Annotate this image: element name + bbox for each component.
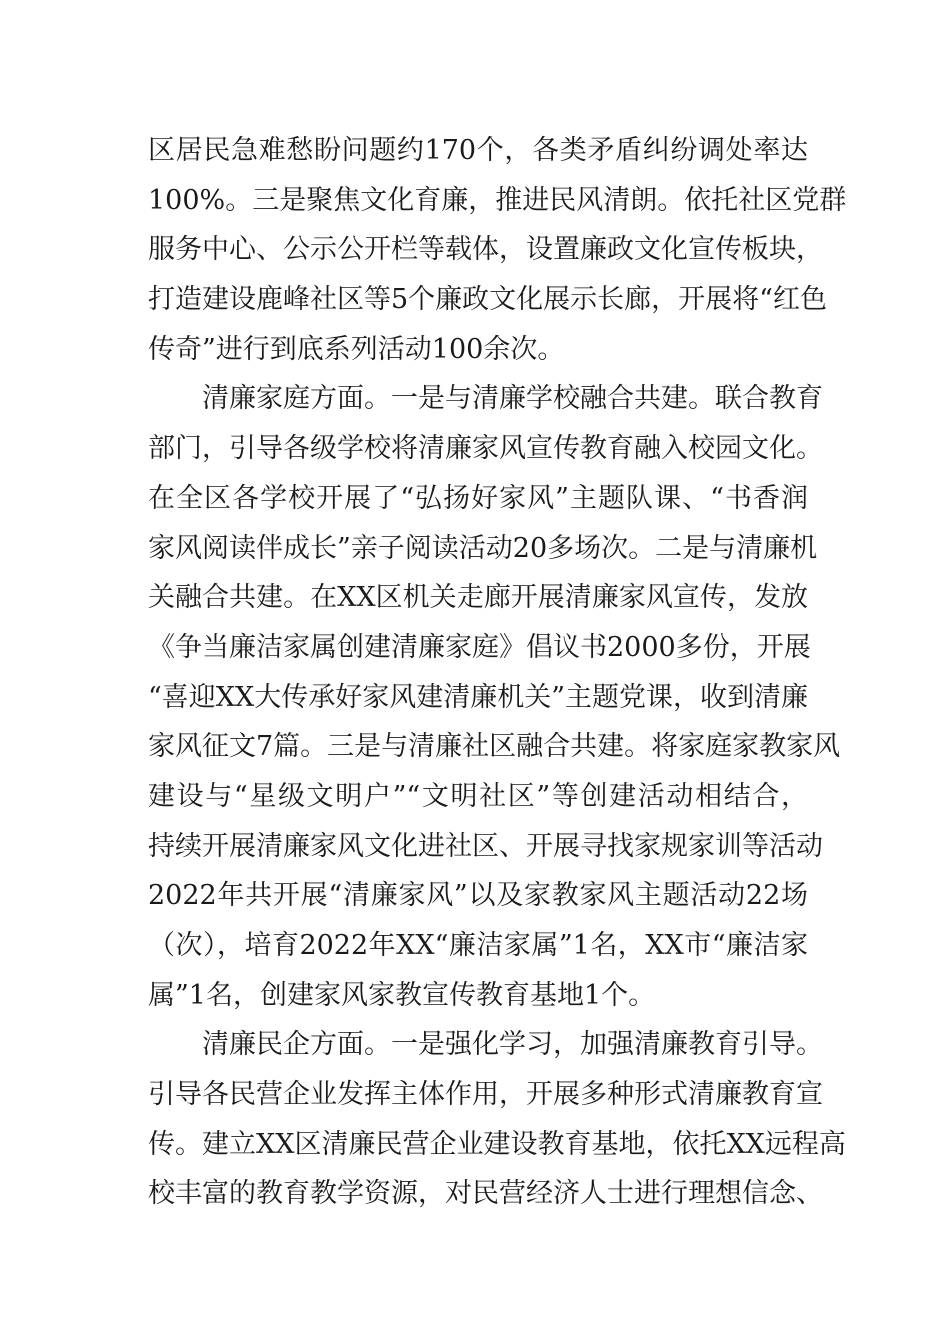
text-line: 部门，引导各级学校将清廉家风宣传教育融入校园文化。	[148, 433, 823, 465]
paragraph-first-line: 清廉家庭方面。一是与清廉学校融合共建。联合教育	[202, 383, 823, 415]
text-line: 持续开展清廉家风文化进社区、开展寻找家规家训等活动	[148, 830, 823, 862]
text-line: 在全区各学校开展了“弘扬好家风”主题队课、“书香润	[148, 482, 808, 514]
text-line: 服务中心、公示公开栏等载体，设置廉政文化宣传板块，	[148, 234, 823, 266]
text-line: “喜迎XX大传承好家风建清廉机关”主题党课，收到清廉	[148, 681, 809, 713]
text-line: （次），培育2022年XX“廉洁家属”1名，XX市“廉洁家	[148, 930, 808, 961]
text-line: 家风征文7篇。三是与清廉社区融合共建。将家庭家教家风	[148, 731, 841, 763]
text-line: 关融合共建。在XX区机关走廊开展清廉家风宣传，发放	[148, 582, 808, 614]
text-line: 区居民急难愁盼问题约170个，各类矛盾纠纷调处率达	[148, 135, 808, 166]
text-line: 校丰富的教育教学资源，对民营经济人士进行理想信念、	[148, 1178, 823, 1210]
paragraph-first-line: 清廉民企方面。一是强化学习，加强清廉教育引导。	[202, 1029, 823, 1061]
text-line: 属”1名，创建家风家教宣传教育基地1个。	[148, 979, 656, 1011]
text-line: 100%。三是聚焦文化育廉，推进民风清朗。依托社区党群	[148, 184, 847, 216]
text-line: 传奇”进行到底系列活动100余次。	[148, 333, 565, 365]
text-line: 建设与“星级文明户”“文明社区”等创建活动相结合，	[148, 780, 808, 812]
text-line: 引导各民营企业发挥主体作用，开展多种形式清廉教育宣	[148, 1079, 823, 1111]
document-body	[148, 126, 847, 1219]
text-line: 传。建立XX区清廉民营企业建设教育基地，依托XX远程高	[148, 1128, 846, 1160]
text-line: 2022年共开展“清廉家风”以及家教家风主题活动22场	[148, 880, 808, 912]
text-line: 家风阅读伴成长”亲子阅读活动20多场次。二是与清廉机	[148, 532, 818, 564]
text-line: 《争当廉洁家属创建清廉家庭》倡议书2000多份，开展	[148, 631, 811, 663]
text-line: 打造建设鹿峰社区等5个廉政文化展示长廊，开展将“红色	[148, 284, 827, 316]
